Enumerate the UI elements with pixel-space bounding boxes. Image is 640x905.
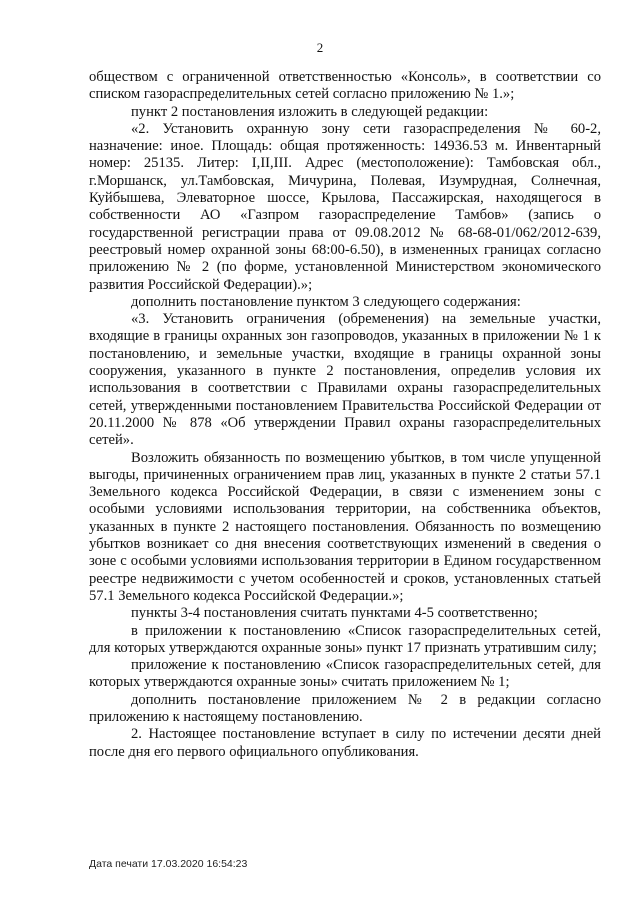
paragraph-4: дополнить постановление пунктом 3 следующего содержания: <box>131 293 521 310</box>
document-body <box>89 69 601 761</box>
paragraph-5: «3. Установить ограничения (обременения) на земельные участки, входящие в границы охранных зон газопроводов, указанных в приложении № 1 к постановлению, и земельные участки, входящие в границы охранной зоны сооружения, указанного в пункте 2 постановления, определив условия их использования в соответствии с Правилами охраны газораспределительных сетей, утвержденными постановлением Правительства Российской Федерации от 20.11.2000 № 878 «Об утверждении Правил охраны газораспределительных сетей». <box>89 311 601 449</box>
paragraph-11: 2. Настоящее постановление вступает в силу по истечении десяти дней после дня его первого официального опубликования. <box>89 726 601 760</box>
paragraph-9: приложение к постановлению «Список газораспределительных сетей, для которых утверждаются охранные зоны» считать приложением № 1; <box>89 657 601 691</box>
paragraph-10: дополнить постановление приложением № 2 в редакции согласно приложению к настоящему постановлению. <box>89 691 601 725</box>
paragraph-1: обществом с ограниченной ответственностью «Консоль», в соответствии со списком газораспределительных сетей согласно приложению № 1.»; <box>89 69 601 103</box>
paragraph-3: «2. Установить охранную зону сети газораспределения № 60-2, назначение: иное. Площадь: общая протяженность: 14936.53 м. Инвентарный номер: 25135. Литер: I,II,III. Адрес (местоположение): Тамбовская обл., г.Моршанск, ул.Тамбовская, Мичурина, Полевая, Изумрудная, Солнечная, Куйбышева, Элеваторное шоссе, Крылова, Пассажирская, находящегося в собственности АО «Газпром газораспределение Тамбов» (запись о государственной регистрации права от 09.08.2012 № 68-68-01/062/2012-639, реестровый номер охранной зоны 68:00-6.50), в измененных границах согласно приложению № 2 (по форме, установленной Министерством экономического развития Российской Федерации).»; <box>89 120 601 293</box>
paragraph-7: пункты 3-4 постановления считать пунктами 4-5 соответственно; <box>131 605 538 622</box>
page-number: 2 <box>316 40 324 55</box>
paragraph-8: в приложении к постановлению «Список газораспределительных сетей, для которых утверждаются охранные зоны» пункт 17 признать утратившим силу; <box>89 622 601 656</box>
print-date-footer: Дата печати 17.03.2020 16:54:23 <box>89 858 248 870</box>
paragraph-2: пункт 2 постановления изложить в следующей редакции: <box>131 103 489 120</box>
paragraph-6: Возложить обязанность по возмещению убытков, в том числе упущенной выгоды, причиненных ограничением прав лиц, указанных в пункте 2 статьи 57.1 Земельного кодекса Российской Федерации, в связи с изменением зоны с особыми условиями использования территории, на собственника объектов, указанных в пункте 2 настоящего постановления. Обязанность по возмещению убытков возникает со дня внесения соответствующих изменений в сведения о зоне с особыми условиями использования территории в Едином государственном реестре недвижимости с учетом особенностей и сроков, установленных статьей 57.1 Земельного кодекса Российской Федерации.»; <box>89 449 601 604</box>
